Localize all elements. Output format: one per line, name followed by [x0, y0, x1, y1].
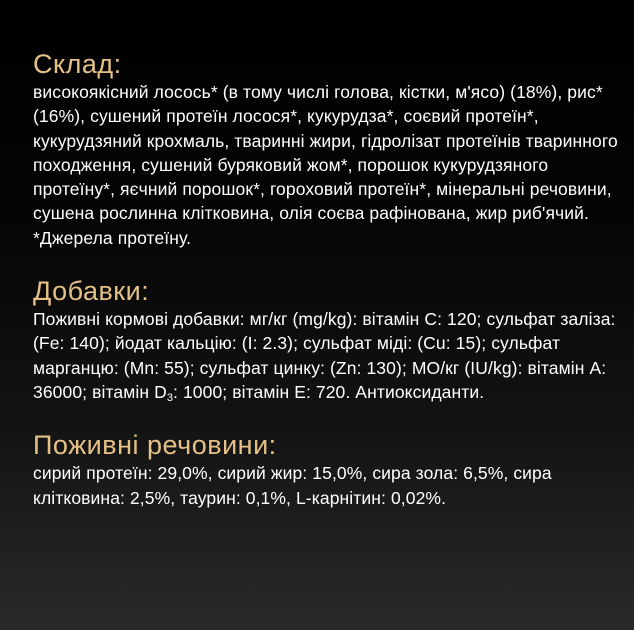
composition-note: *Джерела протеїну.: [33, 227, 192, 248]
composition-heading: Склад:: [33, 49, 122, 79]
nutrients-section: [33, 429, 623, 510]
label-content: [33, 48, 623, 510]
additives-heading: Добавки:: [33, 276, 150, 307]
additives-text-after: : 1000; вітамін Е: 720. Антиоксиданти.: [173, 381, 485, 402]
additives-text-before: Поживні кормові добавки: мг/кг (mg/kg): вітамін С: 120; сульфат заліза: (Fe: 140); йодат кальцію: (I: 2.3); сульфат міді: (Cu: 15); сульфат марганцю: (Mn: 55); сульфат цинку: (Zn: 130); МО/кг (IU/kg): вітамін А: 36000; вітамін D: [33, 309, 616, 402]
composition-ingredients: високоякісний лосось* (в тому числі голова, кістки, м'ясо) (18%), рис* (16%), сушений протеїн лосося*, кукурудза*, соєвий протеїн*, кукурудзяний крохмаль, тваринні жири, гідролізат протеїнів тваринного походження, сушений буряковий жом*, порошок кукурудзяного протеїну*, яєчний порошок*, гороховий протеїн*, мінеральні речовини, сушена рослинна клітковина, олія соєва рафінована, жир риб'ячий.: [33, 82, 618, 224]
additives-text: [33, 307, 623, 404]
additives-section: [33, 275, 623, 404]
vitamin-d-subscript: 3: [166, 391, 174, 404]
composition-section: [33, 48, 623, 250]
nutrients-text: сирий протеїн: 29,0%, сирий жир: 15,0%, сира зола: 6,5%, сира клітковина: 2,5%, таурин: 0,1%, L-карнітин: 0,02%.: [33, 463, 552, 508]
composition-text: [33, 80, 623, 250]
nutrients-heading: Поживні речовини:: [33, 430, 277, 461]
